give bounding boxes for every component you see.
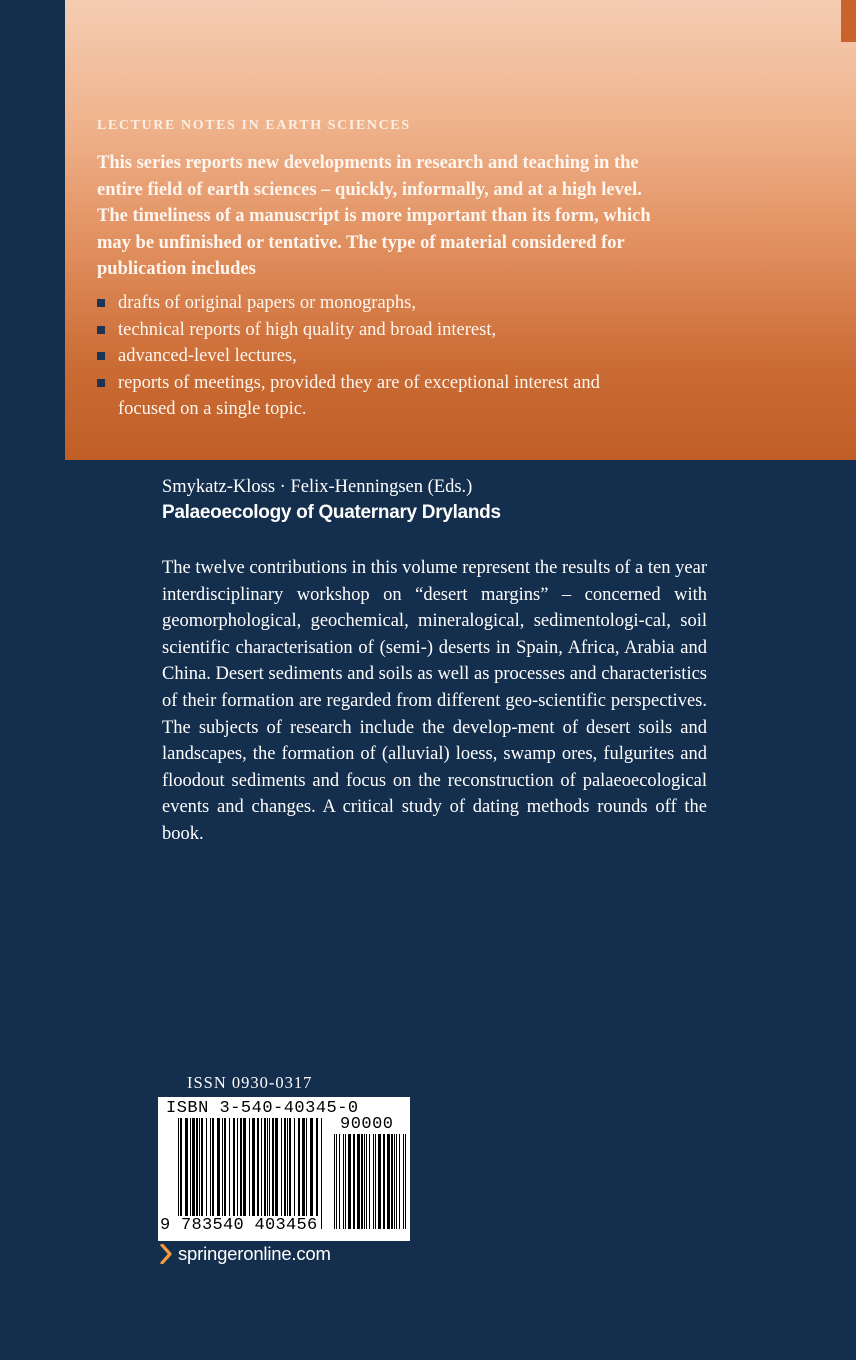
barcode-bar (366, 1134, 367, 1229)
barcode-bar (190, 1118, 191, 1229)
list-item: drafts of original papers or monographs, (97, 290, 657, 317)
list-item: technical reports of high quality and broad interest, (97, 317, 657, 344)
barcode-bar (339, 1134, 340, 1229)
book-description: The twelve contributions in this volume represent the results of a ten year interdisciplinary workshop on “desert margins” – concerned with geomorphological, geochemical, mineralogical, sedimentologi-cal, soil scientific characterisation of (semi-) deserts in Spain, Africa, Arabia and China. Desert sediments and soils as well as processes and characteristics of their formation are regarded from different geo-scientific perspectives. The subjects of research include the develop-ment of desert soils and landscapes, the formation of (alluvial) loess, swamp ores, fulgurites and floodout sediments and focus on the reconstruction of palaeoecological events and changes. A critical study of dating methods rounds off the book. (162, 558, 707, 844)
corner-tab (841, 0, 856, 42)
barcode-bar (403, 1134, 404, 1229)
barcode-bar (289, 1118, 291, 1229)
barcode-bar (243, 1118, 246, 1229)
barcode-bar (261, 1118, 262, 1229)
barcode-bar (343, 1134, 344, 1229)
barcode-bar (192, 1118, 195, 1229)
barcode-bar (396, 1134, 397, 1229)
barcode-bar (212, 1118, 214, 1229)
barcode-bar (298, 1118, 300, 1229)
square-bullet-icon (97, 379, 105, 387)
barcode-bar (321, 1118, 322, 1229)
barcode-bar (336, 1134, 337, 1229)
issn-label: ISSN 0930-0317 (187, 1073, 313, 1092)
barcode-bar (180, 1118, 182, 1229)
barcode-bar (240, 1118, 242, 1229)
barcode-bar (206, 1118, 207, 1229)
barcode-bar (405, 1134, 406, 1229)
isbn-barcode (158, 1097, 410, 1241)
series-list (97, 290, 657, 423)
barcode-bar (252, 1118, 255, 1229)
barcode-bar (237, 1118, 238, 1229)
barcode-bar (272, 1118, 274, 1229)
barcode-bar (302, 1118, 305, 1229)
square-bullet-icon (97, 352, 105, 360)
barcode-bar (201, 1118, 203, 1229)
publisher-url[interactable]: springeronline.com (178, 1243, 331, 1264)
barcode-bar (287, 1118, 288, 1229)
barcode-bar (316, 1118, 318, 1229)
series-intro: This series reports new developments in research and teaching in the entire field of earth sciences – quickly, informally, and at a high level. The timeliness of a manuscript is more important than its form, which may be unfinished or tentative. The type of material considered for publication includes (97, 153, 651, 279)
barcode-bar (383, 1134, 385, 1229)
barcode-bar (249, 1118, 250, 1229)
barcode-bar (310, 1118, 313, 1229)
barcode-bar (284, 1118, 286, 1229)
barcode-bar (210, 1118, 211, 1229)
barcode-bar (217, 1118, 220, 1229)
barcode-bar (348, 1134, 351, 1229)
barcode-bar (378, 1134, 381, 1229)
price-addon-text: 90000 (340, 1115, 394, 1134)
barcode-bar (369, 1134, 370, 1229)
barcode-bar (281, 1118, 282, 1229)
barcode-bar (264, 1118, 266, 1229)
barcode-bar (387, 1134, 390, 1229)
barcode-bar (185, 1118, 188, 1229)
barcode-bar (233, 1118, 235, 1229)
square-bullet-icon (97, 326, 105, 334)
barcode-bar (334, 1134, 335, 1229)
square-bullet-icon (97, 299, 105, 307)
barcode-bar (222, 1118, 223, 1229)
series-title: LECTURE NOTES IN EARTH SCIENCES (97, 118, 411, 133)
barcode-bar (353, 1134, 355, 1229)
barcode-bar (399, 1134, 400, 1229)
list-item: reports of meetings, provided they are of exceptional interest and focused on a single topic. (97, 370, 657, 423)
barcode-bar (199, 1118, 200, 1229)
ean-digits: 9 783540 403456 (160, 1216, 318, 1235)
barcode-bar (391, 1134, 393, 1229)
barcode-bar (196, 1118, 198, 1229)
barcode-bar (229, 1118, 230, 1229)
barcode-bar (269, 1118, 270, 1229)
barcode-bar (345, 1134, 346, 1229)
barcode-bar (373, 1134, 374, 1229)
publisher-link[interactable] (160, 1243, 331, 1265)
barcode-bar (178, 1118, 179, 1229)
chevron-right-icon (160, 1244, 172, 1264)
barcode-bar (275, 1118, 278, 1229)
barcode-bar (306, 1118, 307, 1229)
barcode-bar (257, 1118, 259, 1229)
barcode-bar (394, 1134, 395, 1229)
barcode-bar (375, 1134, 376, 1229)
book-title: Palaeoecology of Quaternary Drylands (162, 502, 501, 523)
barcode-bar (364, 1134, 365, 1229)
isbn-text: ISBN 3-540-40345-0 (166, 1099, 359, 1118)
list-item: advanced-level lectures, (97, 343, 657, 370)
barcode-bar (224, 1118, 226, 1229)
barcode-bar (357, 1134, 360, 1229)
barcode-bar (361, 1134, 363, 1229)
barcode-bar (267, 1118, 268, 1229)
book-editors: Smykatz-Kloss · Felix-Henningsen (Eds.) (162, 477, 473, 497)
barcode-bar (294, 1118, 295, 1229)
